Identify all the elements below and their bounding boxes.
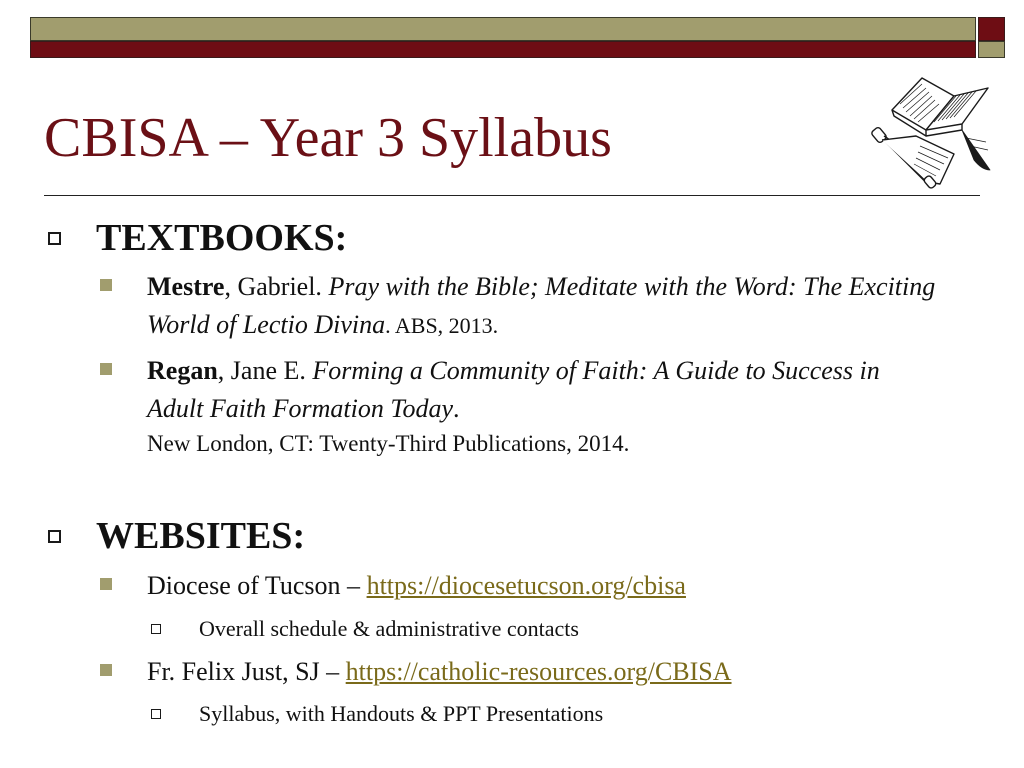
header-bar-maroon: [30, 41, 976, 58]
website-subitem-text: Syllabus, with Handouts & PPT Presentations: [199, 701, 604, 726]
textbook-publisher: . ABS, 2013.: [385, 313, 499, 338]
header-square-maroon: [978, 17, 1005, 41]
website-subitem: [151, 703, 603, 725]
filled-square-bullet-icon: [100, 279, 112, 291]
website-label: Fr. Felix Just, SJ –: [147, 657, 346, 686]
hollow-square-bullet-icon: [48, 232, 61, 245]
textbook-title: Pray with the Bible; Meditate with the Word: The Exciting World of Lectio Divina: [147, 272, 936, 339]
catholic-resources-link[interactable]: https://catholic-resources.org/CBISA: [345, 657, 732, 686]
textbook-citation: [147, 352, 907, 428]
textbook-author-last: Mestre: [147, 272, 225, 301]
textbook-author-rest: , Gabriel.: [224, 272, 329, 301]
website-entry: [147, 653, 1000, 691]
filled-square-bullet-icon: [100, 578, 112, 590]
hollow-square-bullet-icon: [151, 709, 161, 719]
filled-square-bullet-icon: [100, 664, 112, 676]
textbook-title-end: .: [453, 394, 460, 423]
websites-heading: [48, 517, 305, 555]
textbook-item: [100, 268, 1000, 345]
website-item: [100, 567, 1000, 605]
filled-square-bullet-icon: [100, 363, 112, 375]
textbook-item: [100, 352, 1000, 460]
website-entry: [147, 567, 1000, 605]
website-subitem: [151, 618, 579, 640]
header-bar-olive: [30, 17, 976, 41]
header-square-olive: [978, 41, 1005, 58]
title-divider: [44, 195, 980, 196]
hollow-square-bullet-icon: [151, 624, 161, 634]
website-label: Diocese of Tucson –: [147, 571, 367, 600]
textbooks-heading-text: TEXTBOOKS:: [96, 217, 348, 259]
textbook-citation: [147, 268, 1000, 345]
website-item: [100, 653, 1000, 691]
websites-heading-text: WEBSITES:: [96, 515, 306, 557]
textbook-title: Forming a Community of Faith: A Guide to Success in Adult Faith Formation Today: [147, 356, 880, 423]
textbook-author-last: Regan: [147, 356, 218, 385]
textbook-publisher: New London, CT: Twenty-Third Publications, 2014.: [147, 431, 630, 456]
textbook-author-rest: , Jane E.: [217, 356, 313, 385]
hollow-square-bullet-icon: [48, 530, 61, 543]
textbooks-heading: [48, 219, 347, 257]
open-book-scroll-illustration: [870, 66, 995, 190]
website-subitem-text: Overall schedule & administrative contacts: [199, 616, 579, 641]
slide-title: CBISA – Year 3 Syllabus: [44, 107, 612, 169]
diocese-tucson-link[interactable]: https://diocesetucson.org/cbisa: [366, 571, 686, 600]
